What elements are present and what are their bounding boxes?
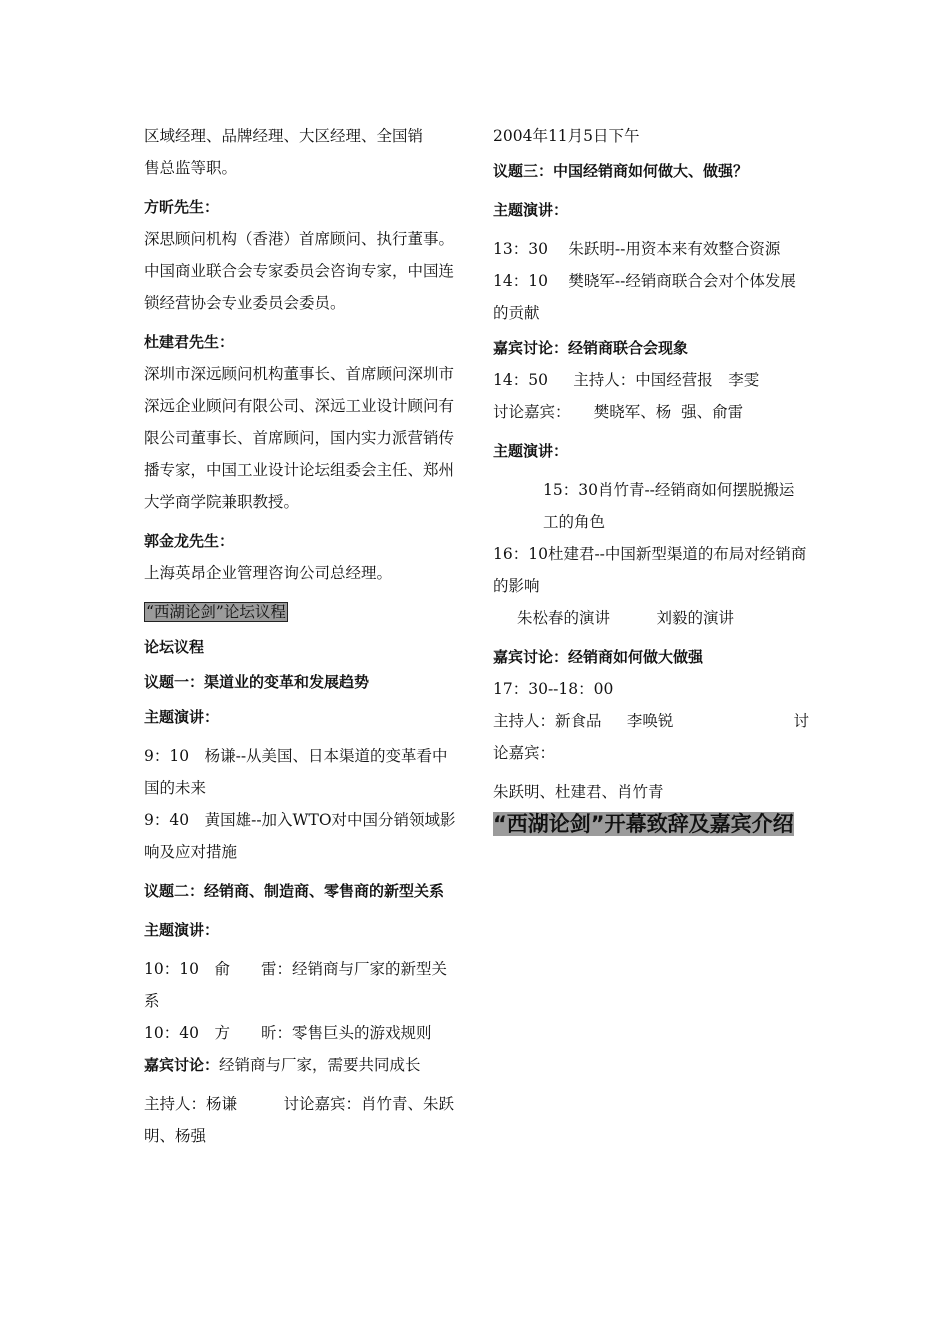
closing-heading bbox=[493, 808, 809, 841]
topic3-item-4: 16：10杜建君--中国新型渠道的布局对经销商的影响 bbox=[493, 545, 807, 595]
discussion-1-host: 14：50 主持人：中国经营报 李雯 bbox=[493, 371, 760, 389]
discussion-2-host-line bbox=[493, 705, 809, 737]
intro-line-2: 售总监等职。 bbox=[144, 159, 238, 177]
speaker-name-fang: 方昕先生： bbox=[144, 198, 220, 216]
topic3-item-3: 15：30肖竹青--经销商如何摆脱搬运工的角色 bbox=[543, 481, 795, 531]
discussion-2-time: 17：30--18：00 bbox=[493, 680, 614, 698]
discussion-1: 嘉宾讨论：经销商联合会现象 bbox=[493, 339, 689, 357]
intro-line-1: 区域经理、品牌经理、大区经理、全国销 bbox=[144, 127, 424, 145]
discussion-2-host-tail: 讨 bbox=[793, 712, 809, 730]
topic2-item-1: 10：10 俞 雷：经销商与厂家的新型关系 bbox=[144, 960, 447, 1010]
discussion-topic: 经销商与厂家，需要共同成长 bbox=[219, 1056, 421, 1074]
topic3-item-2: 14：10 樊晓军--经销商联合会对个体发展的贡献 bbox=[493, 272, 796, 322]
topic3-item-1: 13：30 朱跃明--用资本来有效整合资源 bbox=[493, 240, 781, 258]
speech-label-2: 主题演讲： bbox=[144, 921, 220, 939]
closing-heading-highlight: “西湖论剑”开幕致辞及嘉宾介绍 bbox=[493, 812, 794, 836]
session-date: 2004年11月5日下午 bbox=[493, 127, 640, 145]
discussion-2-guests: 朱跃明、杜建君、肖竹青 bbox=[493, 783, 664, 801]
discussion-1-guests: 讨论嘉宾： 樊晓军、杨 强、俞雷 bbox=[493, 403, 744, 421]
topic2-item-2: 10：40 方 昕：零售巨头的游戏规则 bbox=[144, 1024, 432, 1042]
agenda-title: 论坛议程 bbox=[144, 638, 205, 656]
section-label-highlight: “西湖论剑”论坛议程 bbox=[146, 603, 286, 621]
discussion-line bbox=[144, 1049, 460, 1081]
discussion-2: 嘉宾讨论：经销商如何做大做强 bbox=[493, 648, 704, 666]
left-column bbox=[144, 120, 460, 1152]
topic1-item-1: 9：10 杨谦--从美国、日本渠道的变革看中国的未来 bbox=[144, 747, 448, 797]
right-column bbox=[493, 120, 809, 841]
topic3-item-5: 朱松春的演讲 刘毅的演讲 bbox=[517, 609, 735, 627]
topic1-item-2: 9：40 黄国雄--加入WTO对中国分销领域影响及应对措施 bbox=[144, 811, 456, 861]
topic-2: 议题二：经销商、制造商、零售商的新型关系 bbox=[144, 882, 445, 900]
topic-3: 议题三：中国经销商如何做大、做强？ bbox=[493, 162, 749, 180]
speaker-name-guo: 郭金龙先生： bbox=[144, 532, 235, 550]
discussion-label: 嘉宾讨论： bbox=[144, 1056, 220, 1074]
speaker-desc-du: 深圳市深远顾问机构董事长、首席顾问深圳市深远企业顾问有限公司、深远工业设计顾问有限公司董事长、首席顾问，国内实力派营销传播专家，中国工业设计论坛组委会主任、郑州大学商学院兼职教授。 bbox=[144, 365, 455, 511]
speaker-desc-fang: 深思顾问机构（香港）首席顾问、执行董事。中国商业联合会专家委员会咨询专家，中国连锁经营协会专业委员会委员。 bbox=[144, 230, 455, 312]
section-label bbox=[144, 596, 460, 628]
speech-label-4: 主题演讲： bbox=[493, 442, 569, 460]
discussion-2-host: 主持人：新食品 李唤锐 bbox=[493, 712, 674, 730]
host-line: 主持人：杨谦 讨论嘉宾：肖竹青、朱跃明、杨强 bbox=[144, 1095, 455, 1145]
speaker-name-du: 杜建君先生： bbox=[144, 333, 235, 351]
topic-1: 议题一：渠道业的变革和发展趋势 bbox=[144, 673, 370, 691]
discussion-2-guests-label: 论嘉宾： bbox=[493, 744, 556, 762]
speech-label-3: 主题演讲： bbox=[493, 201, 569, 219]
speaker-desc-guo: 上海英昂企业管理咨询公司总经理。 bbox=[144, 564, 393, 582]
speech-label-1: 主题演讲： bbox=[144, 708, 220, 726]
